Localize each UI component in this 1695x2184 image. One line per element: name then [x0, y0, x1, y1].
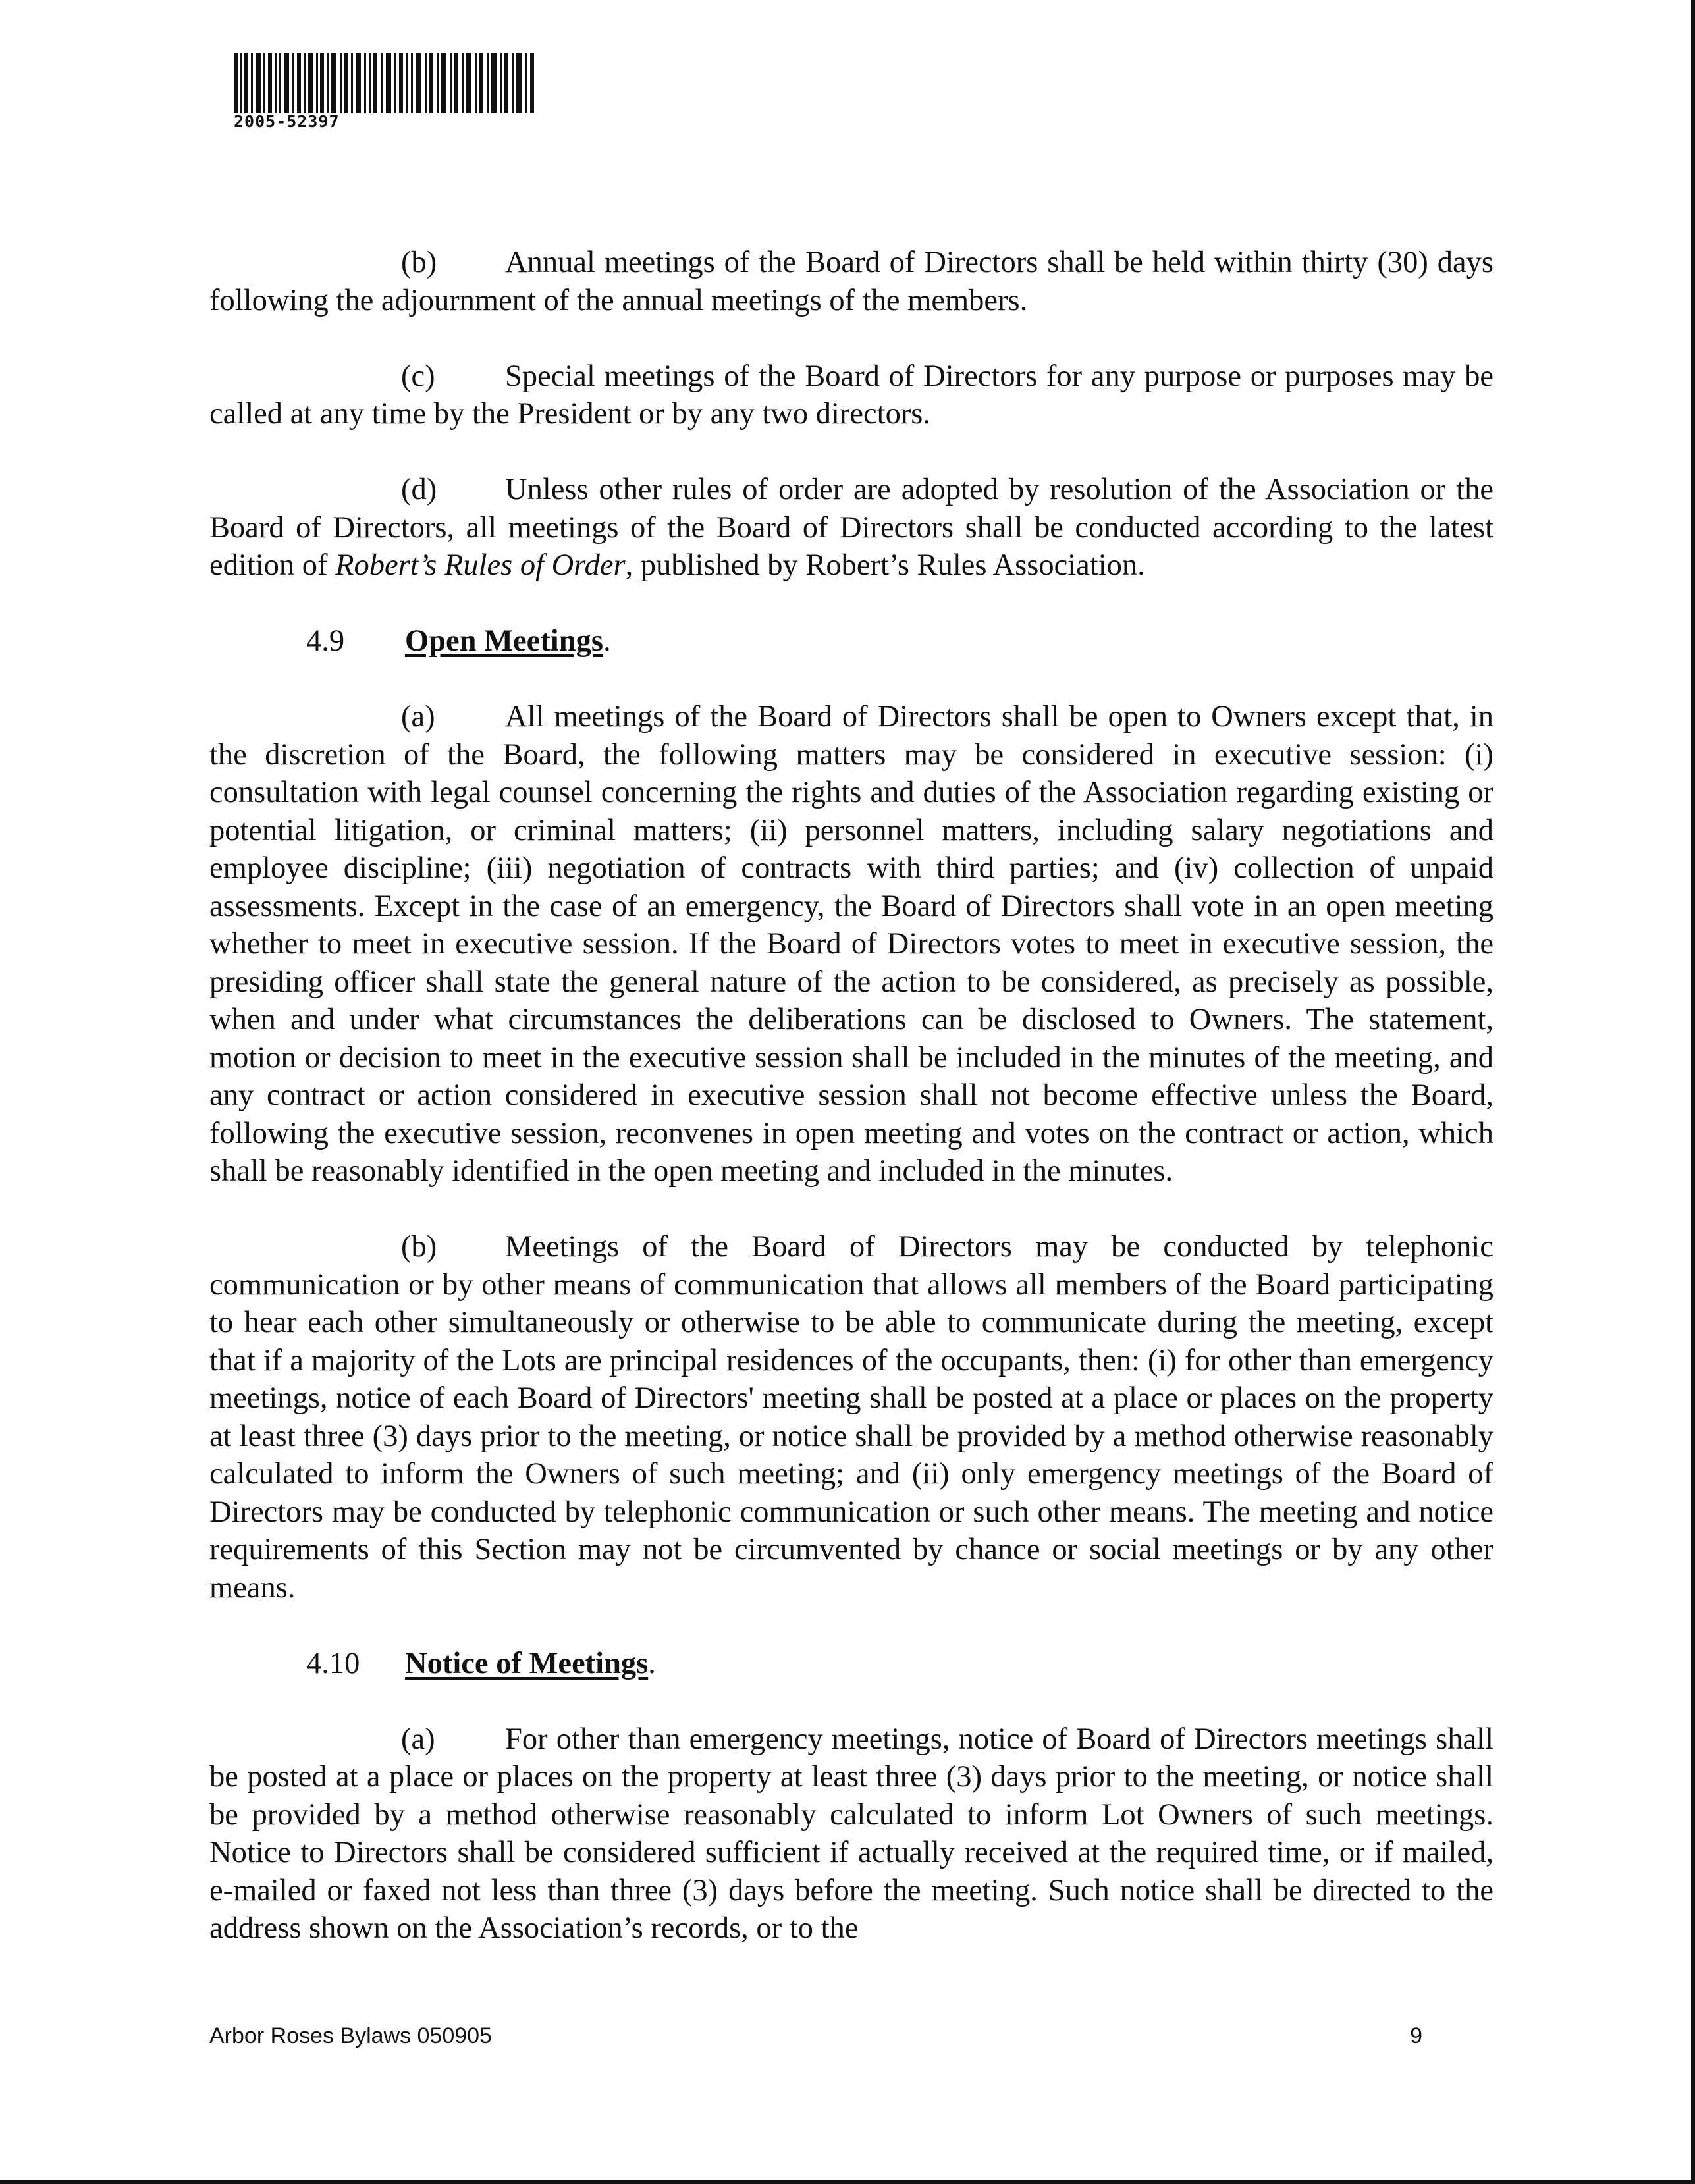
barcode-number: 2005-52397 [234, 112, 340, 131]
footer-page-number: 9 [1410, 2023, 1422, 2048]
paragraph-b-annual-meetings [209, 244, 1493, 319]
section-title: Open Meetings [405, 624, 603, 658]
section-number: 4.9 [306, 624, 345, 658]
section-title: Notice of Meetings [405, 1646, 649, 1680]
paragraph-4-9-a [209, 698, 1493, 1190]
section-number: 4.10 [306, 1646, 360, 1680]
paragraph-label: (b) [401, 1230, 437, 1264]
paragraph-text: Meetings of the Board of Directors may be conducted by telephonic communication or by other means of communication that allows all members of the Board participating to hear each other simultaneously or otherwise to be able to communicate during the meeting, except that if a majority of the Lots are principal residences of the occupants, then: (i) for other than emergency meetings, notice of each Board of Directors' meeting shall be posted at a place or places on the property at least three (3) days prior to the meeting, or notice shall be provided by a method otherwise reasonably calculated to inform the Owners of such meeting; and (ii) only emergency meetings of the Board of Directors may be conducted by telephonic communication or such other means. The meeting and notice requirements of this Section may not be circumvented by chance or social meetings or by any other means. [209, 1230, 1493, 1605]
book-title-italic: Robert’s Rules of Order [335, 548, 626, 582]
section-heading-4-10 [209, 1645, 1493, 1683]
paragraph-c-special-meetings [209, 358, 1493, 433]
paragraph-text: Unless other rules of order are adopted by resolution of the Association or the Board of Directors, all meetings of the Board of Directors shall be conducted according to the latest edition of [209, 473, 1493, 582]
barcode-graphic [234, 53, 537, 113]
section-heading-4-9 [209, 622, 1493, 660]
section-title-punct: . [648, 1646, 656, 1680]
section-title-punct: . [603, 624, 611, 658]
paragraph-4-10-a [209, 1720, 1493, 1948]
paragraph-text-continued: , published by Robert’s Rules Association. [625, 548, 1145, 582]
barcode-image [234, 53, 537, 113]
document-body [209, 244, 1493, 1985]
paragraph-label: (a) [401, 1722, 435, 1756]
footer-document-name: Arbor Roses Bylaws 050905 [209, 2023, 493, 2048]
paragraph-text: All meetings of the Board of Directors shall be open to Owners except that, in the discretion of the Board, the following matters may be considered in executive session: (i) consultation with legal counsel concerning the rights and duties of the Association regarding existing or potential litigation, or criminal matters; (ii) personnel matters, including salary negotiations and employee discipline; (iii) negotiation of contracts with third parties; and (iv) collection of unpaid assessments. Except in the case of an emergency, the Board of Directors shall vote in an open meeting whether to meet in executive session. If the Board of Directors votes to meet in executive session, the presiding officer shall state the general nature of the action to be considered, as precisely as possible, when and under what circumstances the deliberations can be disclosed to Owners. The statement, motion or decision to meet in the executive session shall be included in the minutes of the meeting, and any contract or action considered in executive session shall not become effective unless the Board, following the executive session, reconvenes in open meeting and votes on the contract or action, which shall be reasonably identified in the open meeting and included in the minutes. [209, 700, 1493, 1188]
paragraph-label: (d) [401, 473, 437, 506]
paragraph-d-rules-of-order [209, 471, 1493, 585]
paragraph-text: For other than emergency meetings, notice of Board of Directors meetings shall be posted at a place or places on the property at least three (3) days prior to the meeting, or notice shall be provided by a method otherwise reasonably calculated to inform Lot Owners of such meetings. Notice to Directors shall be considered sufficient if actually received at the required time, or if mailed, e-mailed or faxed not less than three (3) days before the meeting. Such notice shall be directed to the address shown on the Association’s records, or to the [209, 1722, 1493, 1945]
paragraph-label: (c) [401, 359, 435, 393]
paragraph-label: (a) [401, 700, 435, 733]
paragraph-4-9-b [209, 1228, 1493, 1607]
paragraph-label: (b) [401, 246, 437, 279]
paragraph-text: Special meetings of the Board of Directors for any purpose or purposes may be called at any time by the President or by any two directors. [209, 359, 1493, 431]
paragraph-text: Annual meetings of the Board of Directors shall be held within thirty (30) days following the adjournment of the annual meetings of the members. [209, 246, 1493, 317]
